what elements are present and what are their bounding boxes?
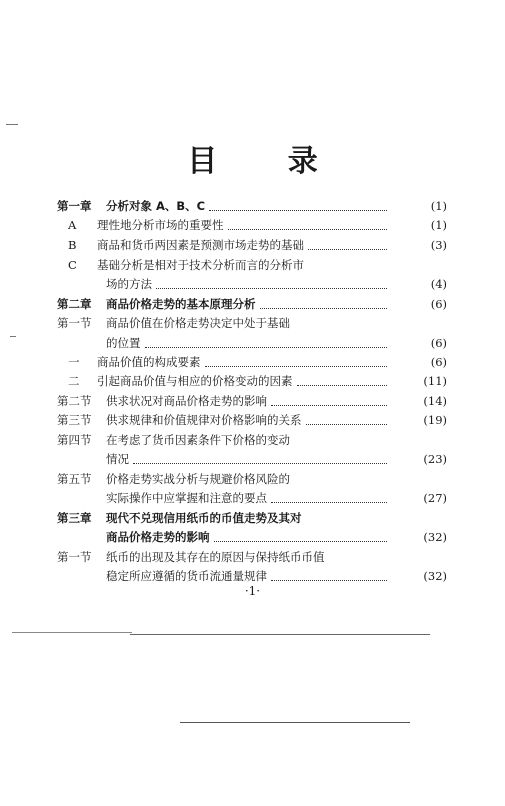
toc-entry-label: C xyxy=(68,258,77,272)
toc-entry-title: 供求状况对商品价格走势的影响 xyxy=(106,394,267,408)
toc-leader-dots xyxy=(271,484,387,503)
toc-entry-title: 场的方法 xyxy=(106,277,152,291)
toc-entry-title: 情况 xyxy=(106,452,129,466)
toc-entry-label: 二 xyxy=(68,374,80,388)
toc-entry xyxy=(0,295,505,313)
toc-entry-label: 一 xyxy=(68,355,80,369)
toc-entry-title: 商品价格走势的影响 xyxy=(106,530,210,544)
toc-entry-title: 分析对象 A、B、C xyxy=(106,199,206,213)
toc-leader-dots xyxy=(214,523,387,542)
toc-entry xyxy=(0,275,505,293)
toc-entry-title: 商品和货币两因素是预测市场走势的基础 xyxy=(97,238,304,252)
toc-entry-page: (11) xyxy=(423,374,447,388)
toc-entry-title: 基础分析是相对于技术分析而言的分析市 xyxy=(97,258,304,272)
toc-leader-dots xyxy=(209,192,387,211)
toc-leader-dots xyxy=(133,445,387,464)
scan-line xyxy=(130,634,430,635)
toc-entry-label: A xyxy=(68,218,77,232)
toc-entry-title: 供求规律和价值规律对价格影响的关系 xyxy=(106,413,302,427)
toc-entry-page: (27) xyxy=(423,491,447,505)
toc-leader-dots xyxy=(308,231,387,250)
toc-entry-title: 商品价值的构成要素 xyxy=(97,355,201,369)
toc-entry-label: 第一节 xyxy=(57,550,92,564)
toc-entry xyxy=(0,450,505,468)
toc-entry-label: 第二节 xyxy=(57,394,92,408)
toc-entry xyxy=(0,548,505,566)
toc-leader-dots xyxy=(297,367,387,386)
toc-entry xyxy=(0,392,505,410)
scan-mark xyxy=(10,336,16,337)
toc-entry xyxy=(0,489,505,507)
toc-entry-page: (6) xyxy=(430,355,447,369)
toc-entry-page: (6) xyxy=(430,297,447,311)
toc-entry-page: (23) xyxy=(423,452,447,466)
toc-entry-page: (4) xyxy=(430,277,447,291)
toc-entry-label: 第一章 xyxy=(57,199,92,213)
toc-leader-dots xyxy=(205,348,387,367)
toc-entry-title: 纸币的出现及其存在的原因与保持纸币币值 xyxy=(106,550,325,564)
page-number: ·1· xyxy=(244,584,261,598)
toc-entry-label: B xyxy=(68,238,77,252)
toc-entry xyxy=(0,372,505,390)
toc-entry-title: 价格走势实战分析与规避价格风险的 xyxy=(106,472,290,486)
scan-line xyxy=(12,632,132,633)
toc-entry xyxy=(0,411,505,429)
toc-entry-title: 稳定所应遵循的货币流通量规律 xyxy=(106,569,267,583)
toc-entry-page: (32) xyxy=(423,530,447,544)
toc-entry xyxy=(0,470,505,488)
toc-entry-title: 在考虑了货币因素条件下价格的变动 xyxy=(106,433,290,447)
toc-entry-label: 第四节 xyxy=(57,433,92,447)
scan-mark xyxy=(6,124,18,125)
toc-entry-label: 第一节 xyxy=(57,316,92,330)
toc-leader-dots xyxy=(306,406,387,425)
toc-entry-label: 第三章 xyxy=(57,511,92,525)
toc-entry-page: (1) xyxy=(430,199,447,213)
toc-entry-title: 商品价值在价格走势决定中处于基础 xyxy=(106,316,290,330)
toc-entry-page: (1) xyxy=(430,218,447,232)
toc-entry xyxy=(0,236,505,254)
toc-entry xyxy=(0,567,505,585)
page-title: 目 录 xyxy=(187,144,348,179)
toc-entry xyxy=(0,216,505,234)
toc-entry-label: 第二章 xyxy=(57,297,92,311)
scan-line xyxy=(180,722,410,723)
toc-entry-title: 商品价格走势的基本原理分析 xyxy=(106,297,256,311)
toc-entry-page: (3) xyxy=(430,238,447,252)
toc-leader-dots xyxy=(271,387,387,406)
toc-leader-dots xyxy=(156,270,387,289)
toc-leader-dots xyxy=(228,211,387,230)
toc-entry-label: 第五节 xyxy=(57,472,92,486)
toc-entry-title: 现代不兑现信用纸币的币值走势及其对 xyxy=(106,511,302,525)
toc-entry-title: 的位置 xyxy=(106,336,141,350)
toc-leader-dots xyxy=(271,562,387,581)
toc-entry-title: 理性地分析市场的重要性 xyxy=(97,218,224,232)
toc-entry xyxy=(0,353,505,371)
toc-entry-page: (6) xyxy=(430,336,447,350)
toc-entry-title: 引起商品价值与相应的价格变动的因素 xyxy=(97,374,293,388)
toc-entry-title: 实际操作中应掌握和注意的要点 xyxy=(106,491,267,505)
toc-entry-page: (32) xyxy=(423,569,447,583)
toc-entry xyxy=(0,528,505,546)
toc-leader-dots xyxy=(145,329,387,348)
toc-entry-page: (14) xyxy=(423,394,447,408)
toc-entry-label: 第三节 xyxy=(57,413,92,427)
toc-entry-page: (19) xyxy=(423,413,447,427)
toc-leader-dots xyxy=(260,290,387,309)
